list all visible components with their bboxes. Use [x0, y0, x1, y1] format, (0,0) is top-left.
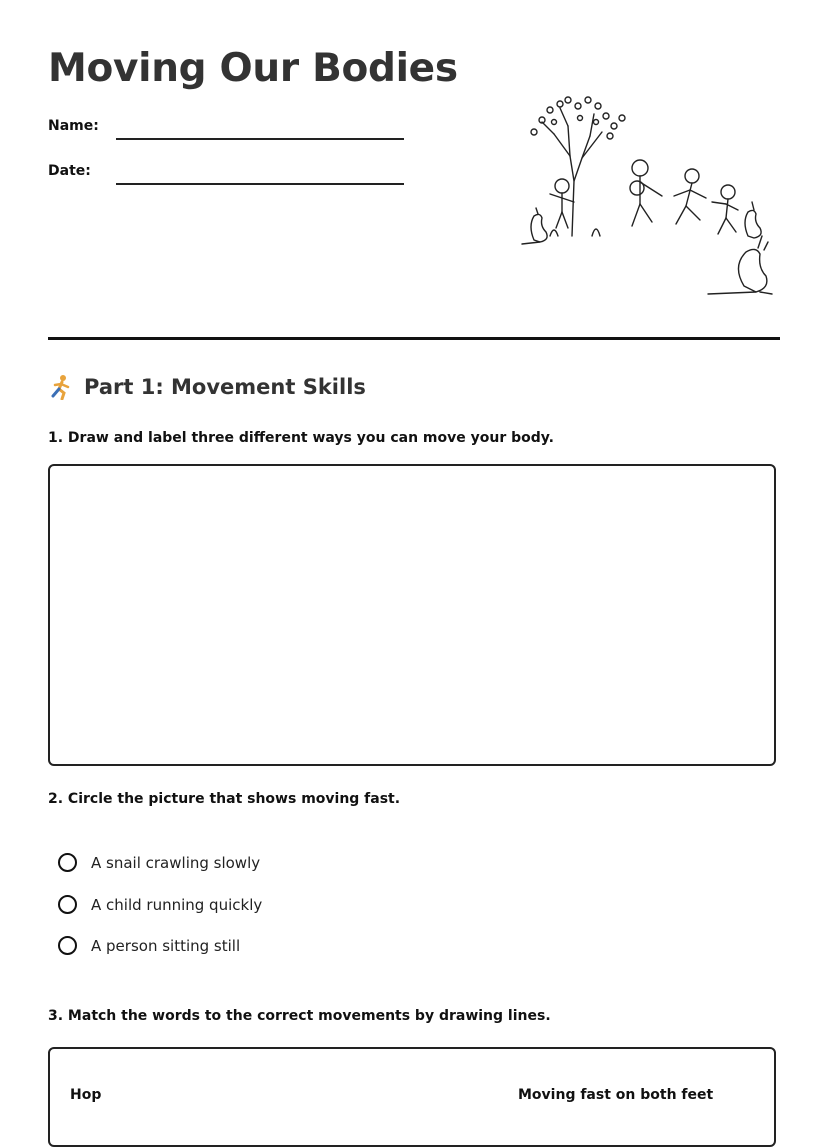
- radio-button[interactable]: [58, 936, 77, 955]
- child-icon: [550, 179, 574, 228]
- date-field[interactable]: [116, 183, 404, 185]
- kangaroo-icon: [745, 202, 761, 238]
- page-title: Moving Our Bodies: [48, 46, 458, 91]
- date-label: Date:: [48, 163, 91, 179]
- option-label: A child running quickly: [91, 895, 263, 914]
- child-icon: [712, 185, 738, 234]
- option-label: A snail crawling slowly: [91, 853, 261, 872]
- name-label: Name:: [48, 118, 99, 134]
- radio-button[interactable]: [58, 895, 77, 914]
- name-field[interactable]: [116, 138, 404, 140]
- radio-button[interactable]: [58, 853, 77, 872]
- kangaroo-icon: [522, 208, 547, 244]
- children-playing-illustration: [510, 86, 780, 302]
- drawing-area[interactable]: [48, 464, 776, 766]
- running-person-icon: [48, 374, 74, 400]
- matching-area[interactable]: [48, 1047, 776, 1147]
- kangaroo-icon: [708, 236, 772, 294]
- match-word-right[interactable]: Moving fast on both feet: [518, 1087, 714, 1103]
- child-with-ball-icon: [630, 160, 662, 226]
- section-divider: [48, 337, 780, 340]
- question-3: 3. Match the words to the correct movements by drawing lines.: [48, 1008, 551, 1024]
- option-person-sitting[interactable]: [58, 936, 240, 955]
- tree-icon: [531, 97, 625, 236]
- running-child-icon: [674, 169, 706, 224]
- option-label: A person sitting still: [91, 936, 241, 955]
- question-2: 2. Circle the picture that shows moving fast.: [48, 791, 401, 807]
- question-1: 1. Draw and label three different ways you can move your body.: [48, 430, 554, 446]
- option-snail[interactable]: [58, 853, 260, 872]
- option-child-running[interactable]: [58, 895, 262, 914]
- part1-heading: [48, 374, 366, 400]
- part1-heading-text: Part 1: Movement Skills: [84, 375, 366, 399]
- match-word-left[interactable]: Hop: [70, 1087, 102, 1103]
